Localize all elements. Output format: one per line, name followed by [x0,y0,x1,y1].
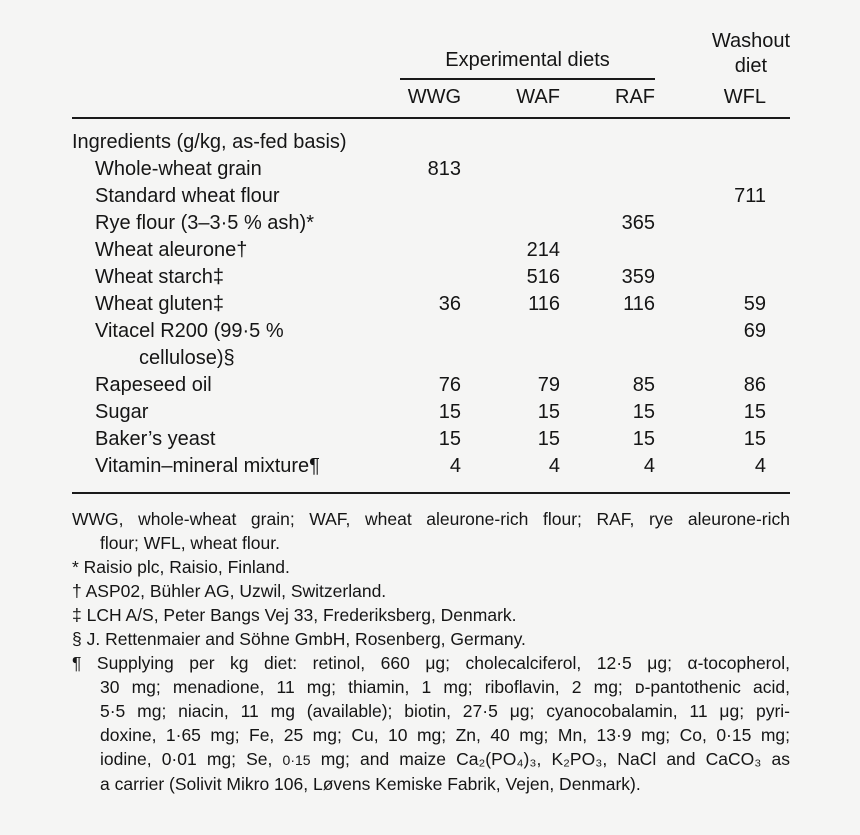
table-row [72,291,790,318]
value-cell: 116 [623,293,655,315]
ingredient-label-line2: cellulose)§ [139,347,235,369]
value-cell [400,183,461,210]
value-cell [400,318,461,372]
diet-composition-table-wrap [72,28,790,796]
ingredient-label [72,318,400,372]
value-cell: 4 [655,453,790,493]
table-header [72,28,790,118]
ingredient-label-line1: Vitacel R200 (99·5 % [95,320,284,342]
value-cell [400,237,461,264]
value-cell: 79 [537,374,560,396]
value-cell [461,183,560,210]
value-cell [560,318,655,372]
value-cell: 116 [528,293,560,315]
value-cell [461,210,560,237]
value-cell: 15 [537,401,560,423]
value-cell: 4 [461,453,560,493]
table-row [72,318,790,372]
value-cell [461,318,560,372]
footnote-double-dagger: ‡ LCH A/S, Peter Bangs Vej 33, Frederiksberg, Denmark. [72,605,517,625]
spanner-label: Experimental diets [445,49,610,71]
ingredient-label: Rye flour (3–3·5 % ash)* [95,212,314,234]
value-cell: 711 [734,185,766,207]
col-header-wwg: WWG [400,79,461,118]
footnote-vitamin-line3: 5·5 mg; niacin, 11 mg (available); biotin, 27·5 μg; cyanocobalamin, 11 μg; pyri- [100,701,790,721]
table-row [72,453,790,493]
col-header-wfl: WFL [655,79,790,118]
table-row [72,210,790,237]
value-cell [655,156,790,183]
ingredient-label: Whole-wheat grain [95,158,262,180]
footnote-abbrev-line1: WWG, whole-wheat grain; WAF, wheat aleurone-rich flour; RAF, rye aleurone-rich [72,509,790,529]
value-cell: 4 [560,453,655,493]
col-header-waf: WAF [461,79,560,118]
ingredient-label: Standard wheat flour [95,185,280,207]
section-header-row [72,118,790,156]
value-cell: 59 [743,293,766,315]
value-cell: 813 [427,158,461,180]
col-header-raf: RAF [560,79,655,118]
value-cell: 36 [438,293,461,315]
section-header: Ingredients (g/kg, as-fed basis) [72,131,347,153]
washout-diet-label [712,29,790,79]
value-cell: 76 [438,374,461,396]
value-cell: 4 [400,453,461,493]
table-row [72,264,790,291]
value-cell [400,264,461,291]
value-cell: 15 [743,401,766,423]
washout-line1: Washout [711,30,790,52]
ingredient-label: Rapeseed oil [95,374,212,396]
table-row [72,183,790,210]
washout-line2: diet [734,55,768,77]
ingredient-label: Vitamin–mineral mixture¶ [72,453,400,493]
value-cell [560,183,655,210]
value-cell: 365 [621,212,655,234]
value-cell [461,156,560,183]
value-cell: 85 [632,374,655,396]
value-cell: 516 [526,266,560,288]
footnote-vitamin-line1: ¶ Supplying per kg diet: retinol, 660 μg; cholecalciferol, 12·5 μg; α-tocopherol, [72,653,790,673]
spanner-experimental-diets [400,28,655,79]
table-body [72,118,790,493]
diet-composition-table [72,28,790,494]
table-row [72,237,790,264]
value-cell: 15 [632,428,655,450]
footnote-abbrev-line2: flour; WFL, wheat flour. [100,533,280,553]
spanner-row [72,28,790,79]
table-row [72,156,790,183]
ingredient-label: Wheat starch‡ [95,266,224,288]
table-row [72,372,790,399]
ingredient-label: Wheat aleurone† [95,239,248,261]
footnote-abbreviations [72,507,790,555]
footnote-section-sign: § J. Rettenmaier and Söhne GmbH, Rosenberg, Germany. [72,629,526,649]
value-cell [400,210,461,237]
value-cell: 214 [526,239,560,261]
value-cell [560,237,655,264]
washout-diet-header [655,28,790,79]
spanner-spacer [72,28,400,79]
ingredient-label: Baker’s yeast [95,428,216,450]
value-cell: 15 [537,428,560,450]
footnote-vitamin-mineral [72,651,790,796]
footnote-vitamin-line2: 30 mg; menadione, 11 mg; thiamin, 1 mg; riboflavin, 2 mg; ᴅ-pantothenic acid, [100,677,790,697]
value-cell: 359 [621,266,655,288]
value-cell: 69 [743,320,766,342]
ingredient-label: Sugar [95,401,149,423]
footnote-dagger: † ASP02, Bühler AG, Uzwil, Switzerland. [72,581,387,601]
table-footnotes [72,507,790,796]
footnote-vitamin-line5 [72,747,790,772]
footnote-vitamin-line4: doxine, 1·65 mg; Fe, 25 mg; Cu, 10 mg; Zn, 40 mg; Mn, 13·9 mg; Co, 0·15 mg; [100,725,790,745]
value-cell: 86 [743,374,766,396]
value-cell [560,156,655,183]
footnote-vitamin-line5-small: 0·15 [282,752,311,768]
ingredient-label: Wheat gluten‡ [95,293,224,315]
value-cell [655,237,790,264]
table-row [72,399,790,426]
table-row [72,426,790,453]
value-cell [655,264,790,291]
footnote-vitamin-line5-b: mg; and maize Ca₂(PO₄)₃, K₂PO₃, NaCl and CaCO₃ as [320,749,790,769]
column-header-row [72,79,790,118]
footnote-vitamin-line5-a: iodine, 0·01 mg; Se, [100,749,273,769]
column-header-spacer [72,79,400,118]
value-cell: 15 [438,401,461,423]
value-cell: 15 [438,428,461,450]
footnote-asterisk: * Raisio plc, Raisio, Finland. [72,557,290,577]
footnote-vitamin-line6: a carrier (Solivit Mikro 106, Løvens Kemiske Fabrik, Vejen, Denmark). [100,774,641,794]
value-cell: 15 [632,401,655,423]
value-cell [655,210,790,237]
value-cell: 15 [743,428,766,450]
